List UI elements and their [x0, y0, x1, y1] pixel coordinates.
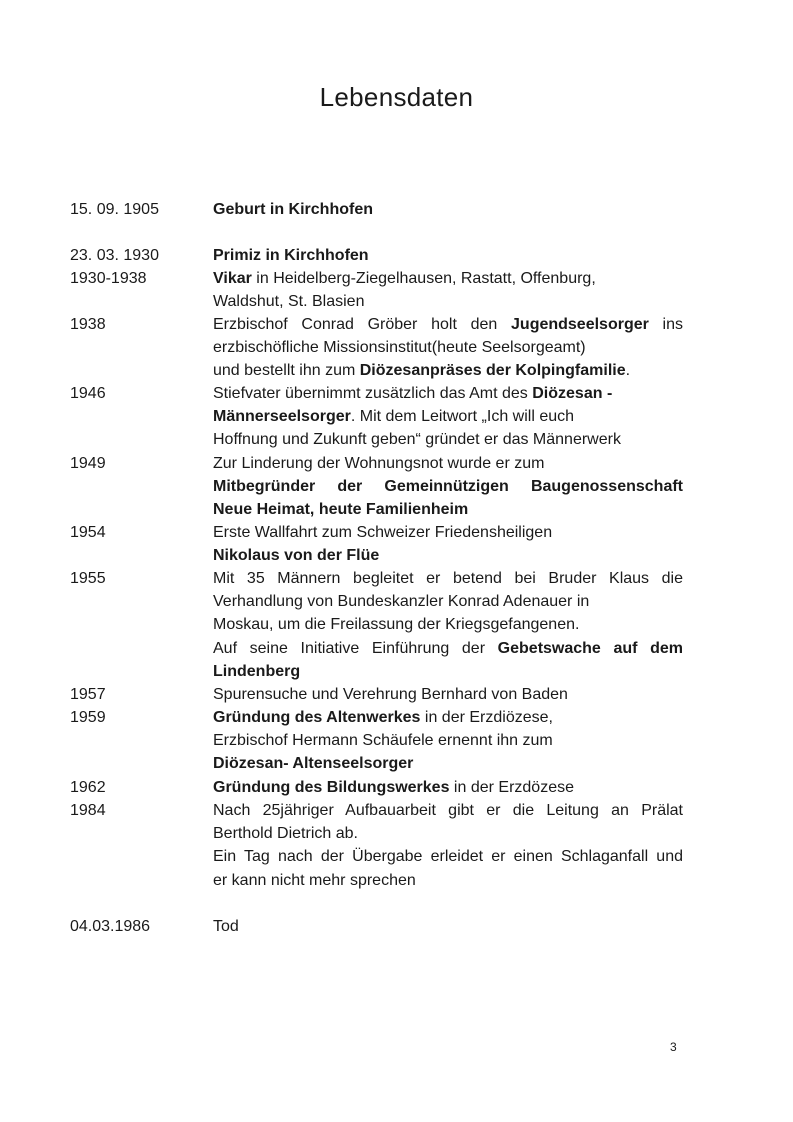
- description-line: [213, 567, 683, 590]
- entry-date: 1957: [70, 686, 106, 703]
- description-line: [213, 776, 683, 799]
- entry-description: [213, 683, 683, 706]
- bold-text: Nikolaus von der Flüe: [213, 547, 380, 565]
- page-title: Lebensdaten: [319, 82, 474, 112]
- bold-text: Gründung des Altenwerkes: [213, 709, 421, 726]
- bold-text: Jugendseelsorger: [511, 316, 649, 333]
- description-line: [213, 290, 683, 313]
- text: in der Erzdiözese,: [420, 709, 553, 726]
- entry-date: 15. 09. 1905: [70, 201, 159, 218]
- text: Nach 25jähriger Aufbauarbeit gibt er die Leitung an Prälat: [213, 802, 683, 819]
- entry-description: [213, 244, 683, 267]
- text: Verhandlung von Bundeskanzler Konrad Adenauer in: [213, 593, 590, 611]
- text: Hoffnung und Zukunft geben“ gründet er das Männerwerk: [213, 431, 621, 449]
- text: Auf seine Initiative Einführung der: [213, 639, 498, 657]
- entry-description: [213, 198, 683, 221]
- entry-description: [213, 706, 683, 776]
- description-line: [213, 590, 683, 613]
- text: Erzbischof Hermann Schäufele ernennt ihn zum: [213, 732, 553, 750]
- bold-text: Männerseelsorger: [213, 408, 351, 426]
- description-line: [213, 405, 683, 428]
- entry-date: 1962: [70, 779, 106, 796]
- entry-description: [213, 915, 683, 938]
- text: . Mit dem Leitwort „Ich will euch: [350, 408, 575, 426]
- bold-text: Primiz in Kirchhofen: [213, 247, 369, 264]
- description-line: [213, 729, 683, 752]
- entry-date: 23. 03. 1930: [70, 247, 159, 264]
- text: und bestellt ihn zum: [213, 362, 360, 380]
- description-line: [213, 198, 683, 221]
- text: Waldshut, St. Blasien: [213, 293, 365, 311]
- entry-description: [213, 313, 683, 383]
- text: Berthold Dietrich ab.: [213, 825, 358, 843]
- text: Zur Linderung der Wohnungsnot wurde er zum: [213, 455, 545, 472]
- text: Moskau, um die Freilassung der Kriegsgefangenen.: [213, 616, 580, 634]
- entry-description: [213, 567, 683, 683]
- text: .: [625, 362, 631, 380]
- text: Mit 35 Männern begleitet er betend bei Bruder Klaus die: [213, 570, 683, 587]
- description-line: [213, 359, 683, 382]
- bold-text: Diözesanpräses der Kolpingfamilie: [359, 362, 626, 380]
- page-number: 3: [670, 1040, 677, 1054]
- description-line: [213, 799, 683, 822]
- bold-text: Neue Heimat, heute Familienheim: [213, 501, 469, 519]
- entry-description: [213, 267, 683, 313]
- description-line: [213, 313, 683, 336]
- text: Ein Tag nach der Übergabe erleidet er einen Schlaganfall und: [213, 848, 683, 866]
- text: Erzbischof Conrad Gröber holt den: [213, 316, 512, 333]
- entry-date: 04.03.1986: [70, 918, 151, 935]
- description-line: [213, 706, 683, 729]
- bold-text: Diözesan- Altenseelsorger: [213, 755, 414, 773]
- description-line: [213, 267, 683, 290]
- description-line: [213, 544, 683, 567]
- bold-text: Mitbegründer der Gemeinnützigen Baugenossenschaft: [213, 478, 683, 496]
- entry-date: 1938: [70, 316, 106, 333]
- bold-text: Vikar: [213, 270, 252, 287]
- bold-text: Lindenberg: [213, 662, 301, 680]
- description-line: [213, 521, 683, 544]
- description-line: [213, 475, 683, 498]
- text: Spurensuche und Verehrung Bernhard von Baden: [213, 686, 568, 703]
- description-line: [213, 613, 683, 636]
- description-line: [213, 660, 683, 683]
- description-line: [213, 452, 683, 475]
- description-line: [213, 822, 683, 845]
- entry-date: 1959: [70, 709, 106, 726]
- text: ins: [648, 316, 684, 333]
- description-line: [213, 845, 683, 868]
- entry-description: [213, 382, 683, 452]
- description-line: [213, 683, 683, 706]
- description-line: [213, 244, 683, 267]
- text: erzbischöfliche Missionsinstitut(heute Seelsorgeamt): [213, 339, 586, 357]
- entry-date: 1984: [70, 802, 106, 819]
- text: in der Erzdözese: [449, 779, 574, 796]
- entry-date: 1955: [70, 570, 106, 587]
- text: er kann nicht mehr sprechen: [213, 871, 416, 889]
- text: Stiefvater übernimmt zusätzlich das Amt des: [213, 385, 533, 402]
- bold-text: Gebetswache auf dem: [497, 639, 684, 657]
- text: Erste Wallfahrt zum Schweizer Friedensheiligen: [213, 524, 553, 541]
- entry-date: 1930-1938: [70, 270, 147, 287]
- description-line: [213, 428, 683, 451]
- description-line: [213, 752, 683, 775]
- entry-description: [213, 776, 683, 799]
- description-line: [213, 637, 683, 660]
- text: Tod: [213, 918, 239, 935]
- entry-date: 1946: [70, 385, 106, 402]
- description-line: [213, 336, 683, 359]
- text: in Heidelberg-Ziegelhausen, Rastatt, Offenburg,: [251, 270, 596, 287]
- entry-description: [213, 799, 683, 892]
- bold-text: Geburt in Kirchhofen: [213, 201, 373, 218]
- entry-description: [213, 521, 683, 567]
- entry-description: [213, 452, 683, 522]
- description-line: [213, 498, 683, 521]
- description-line: [213, 382, 683, 405]
- description-line: [213, 915, 683, 938]
- entry-date: 1949: [70, 455, 106, 472]
- description-line: [213, 869, 683, 892]
- bold-text: Gründung des Bildungswerkes: [213, 779, 450, 796]
- entry-date: 1954: [70, 524, 106, 541]
- bold-text: Diözesan -: [532, 385, 613, 402]
